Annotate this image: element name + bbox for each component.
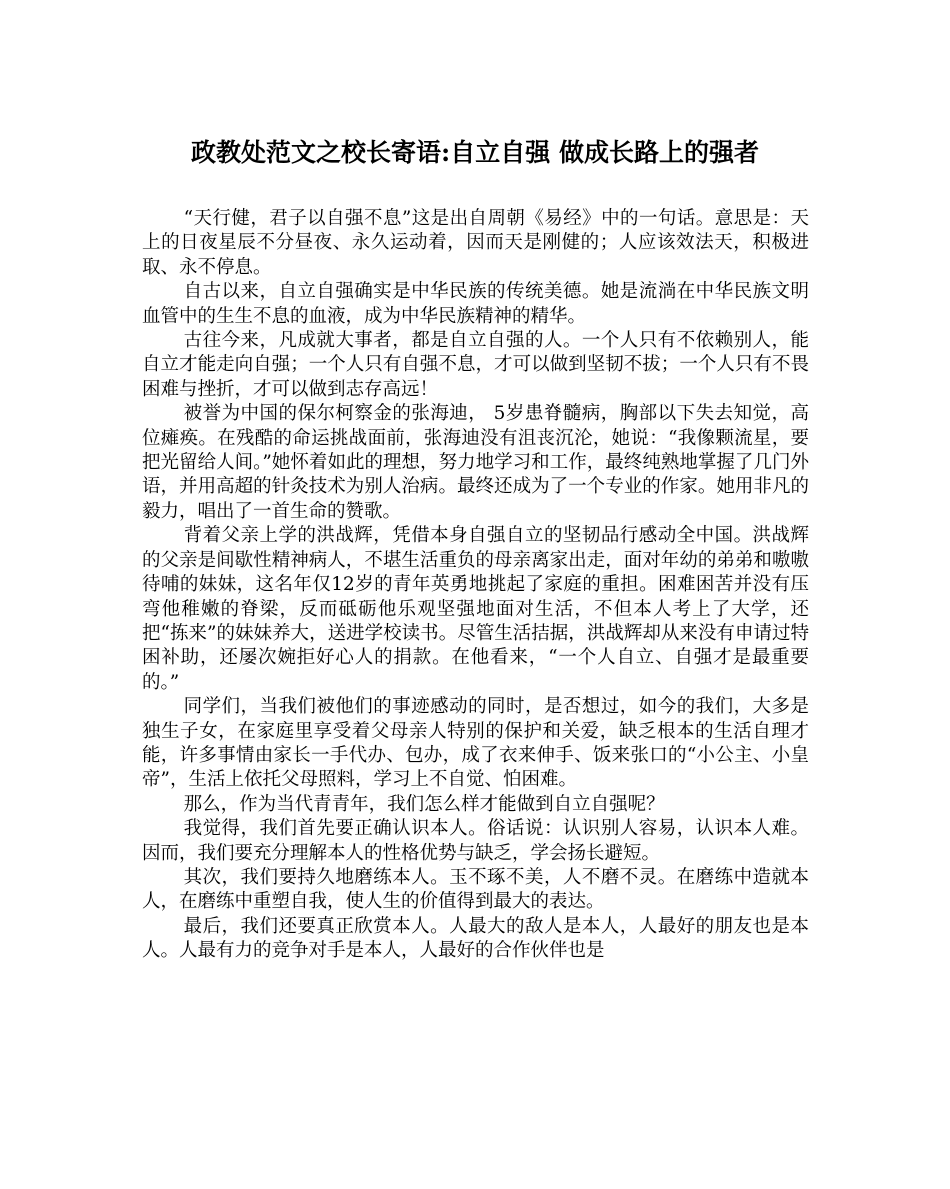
paragraph: 古往今来，凡成就大事者，都是自立自强的人。一个人只有不依赖别人，能自立才能走向自强；一个人只有自强不息，才可以做到坚韧不拔；一个人只有不畏困难与挫折，才可以做到志存高远！	[142, 330, 809, 400]
paragraph: 最后，我们还要真正欣赏本人。人最大的敌人是本人，人最好的朋友也是本人。人最有力的竞争对手是本人，人最好的合作伙伴也是	[142, 915, 809, 962]
paragraph: 我觉得，我们首先要正确认识本人。俗话说：认识别人容易，认识本人难。因而，我们要充分理解本人的性格优势与缺乏，学会扬长避短。	[142, 818, 809, 864]
document-body	[142, 207, 809, 964]
paragraph: 被誉为中国的保尔柯察金的张海迪， 5岁患脊髓病，胸部以下失去知觉，高位瘫痪。在残酷的命运挑战面前，张海迪没有沮丧沉沦，她说：“我像颗流星，要把光留给人间。”她怀着如此的理想，努力地学习和工作，最终纯熟地掌握了几门外语，并用高超的针灸技术为别人治病。最终还成为了一个专业的作家。她用非凡的毅力，唱出了一首生命的赞歌。	[142, 403, 809, 522]
paragraph: 背着父亲上学的洪战辉，凭借本身自强自立的坚韧品行感动全中国。洪战辉的父亲是间歇性精神病人，不堪生活重负的母亲离家出走，面对年幼的弟弟和嗷嗷待哺的妹妹，这名年仅12岁的青年英勇地挑起了家庭的重担。困难困苦并没有压弯他稚嫩的脊梁，反而砥砺他乐观坚强地面对生活，不但本人考上了大学，还把“拣来”的妹妹养大，送进学校读书。尽管生活拮据，洪战辉却从来没有申请过特困补助，还屡次婉拒好心人的捐款。在他看来，“一个人自立、自强才是最重要的。”	[142, 525, 809, 693]
paragraph: “天行健，君子以自强不息”这是出自周朝《易经》中的一句话。意思是：天上的日夜星辰不分昼夜、永久运动着，因而天是刚健的；人应该效法天，积极进取、永不停息。	[142, 208, 809, 278]
paragraph: 那么，作为当代青青年，我们怎么样才能做到自立自强呢？	[183, 793, 665, 815]
paragraph: 其次，我们要持久地磨练本人。玉不琢不美，人不磨不灵。在磨练中造就本人，在磨练中重塑自我，使人生的价值得到最大的表达。	[142, 866, 809, 913]
document-title: 政教处范文之校长寄语:自立自强 做成长路上的强者	[191, 138, 759, 167]
paragraph: 自古以来，自立自强确实是中华民族的传统美德。她是流淌在中华民族文明血管中的生生不息的血液，成为中华民族精神的精华。	[142, 281, 809, 327]
paragraph: 同学们，当我们被他们的事迹感动的同时，是否想过，如今的我们，大多是独生子女，在家庭里享受着父母亲人特别的保护和关爱，缺乏根本的生活自理才能，许多事情由家长一手代办、包办，成了衣来伸手、饭来张口的“小公主、小皇帝”，生活上依托父母照料，学习上不自觉、怕困难。	[142, 696, 809, 791]
